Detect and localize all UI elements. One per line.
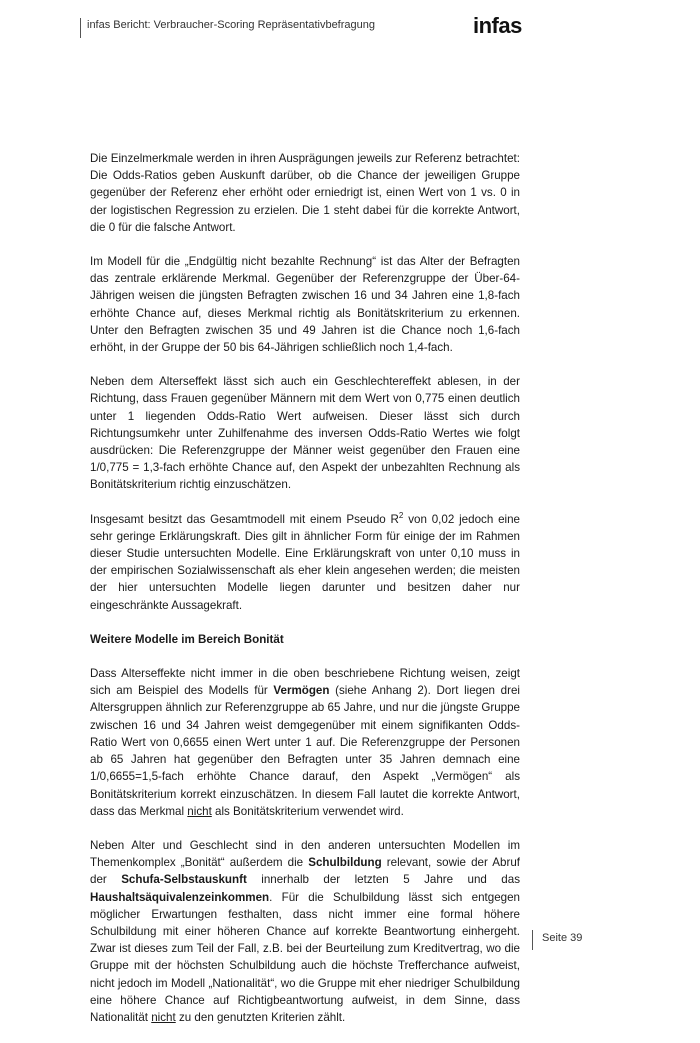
paragraph-6-part-g: . Für die Schulbildung lässt sich entgegen möglicher Erwartungen festhalten, dass nicht immer eine formal höhere Schulbildung mit einer höheren Chance auf korrekte Beantwortung einhergeht. Zwar ist dieses zum Teil der Fall, z.B. bei der Beurteilung zum Kreditvertrag, wo die Gruppe mit der höchsten Schulbildung auch die höchste Trefferchance aufweist, nicht jedoch im Modell „Nationalität“, wo die Gruppe mit eher niedriger Schulbildung eine höhere Chance auf Richtigbeantwortung aufweist, in dem Sinne, dass Nationalität — [90, 890, 520, 1024]
paragraph-5 — [90, 665, 520, 820]
paragraph-4 — [90, 511, 520, 614]
paragraph-4-part-b: von 0,02 jedoch eine sehr geringe Erklärungskraft. Dies gilt in ähnlicher Form für einige der im Rahmen dieser Studie untersuchten Modelle. Eine Erklärungskraft von unter 0,10 muss in der empirischen Sozialwissenschaft als eher klein angesehen werden; die meisten der hier untersuchten Modelle liegen darunter und besitzen daher nur eingeschränkte Aussagekraft. — [90, 512, 521, 612]
paragraph-6-part-c: relevant, sowie der Abruf der — [90, 856, 520, 887]
section-heading: Weitere Modelle im Bereich Bonität — [90, 632, 284, 646]
infas-logo: infas — [473, 13, 522, 38]
paragraph-5-part-a: Dass Alterseffekte nicht immer in die oben beschriebene Richtung weisen, zeigt sich am Beispiel des Modells für — [90, 667, 520, 698]
paragraph-6-part-i: zu den genutzten Kriterien zählt. — [175, 1010, 346, 1024]
paragraph-4-part-a: Insgesamt besitzt das Gesamtmodell mit einem Pseudo R — [90, 512, 399, 526]
paragraph-6-part-e: innerhalb der letzten 5 Jahre und das — [246, 873, 520, 887]
superscript-2: 2 — [398, 510, 404, 520]
paragraph-6-part-a: Neben Alter und Geschlecht sind in den anderen untersuchten Modellen im Themenkomplex „Bonität“ außerdem die — [90, 838, 520, 870]
paragraph-6 — [90, 837, 520, 1026]
paragraph-5-part-e: als Bonitätskriterium verwendet wird. — [211, 804, 404, 818]
body-text — [90, 150, 520, 1043]
report-title: infas Bericht: Verbraucher-Scoring Repräsentativbefragung — [87, 19, 375, 31]
term-vermoegen: Vermögen — [273, 684, 330, 698]
paragraph-5-part-c: (siehe Anhang 2). Dort liegen drei Altersgruppen ähnlich zur Referenzgruppe ab 65 Jahre, und nur die jüngste Gruppe zwischen 16 und 34 Jahren weist demgegenüber mit einem signifikanten Odds-Ratio Wert von 0,6655 einen Wert unter 1 auf. Die Referenzgruppe der Personen ab 65 Jahren hat gegenüber den Befragten unter 35 Jahren demnach eine 1/0,6655=1,5-fach erhöhte Chance darauf, den Aspekt „Vermögen“ als Bonitätskriterium korrekt einzuschätzen. In diesem Fall lautet die korrekte Antwort, dass das Merkmal — [90, 684, 520, 818]
footer-divider — [532, 930, 533, 950]
header-divider — [80, 18, 81, 38]
paragraph-2: Im Modell für die „Endgültig nicht bezahlte Rechnung“ ist das Alter der Befragten das zentrale erklärende Merkmal. Gegenüber der Referenzgruppe der Über-64-Jährigen weisen die jüngsten Befragten zwischen 16 und 34 Jahren eine 1,8-fach erhöhte Chance auf, dieses Merkmal richtig als Bonitätskriterium zu erkennen. Unter den Befragten zwischen 35 und 49 Jahren ist die Chance noch 1,6-fach erhöht, in der Gruppe der 50 bis 64-Jährigen schließlich noch 1,4-fach. — [90, 255, 520, 355]
underlined-nicht-2: nicht — [151, 1010, 176, 1024]
term-schulbildung: Schulbildung — [308, 856, 382, 870]
term-schufa: Schufa-Selbstauskunft — [121, 873, 247, 887]
term-einkommen: Haushaltsäquivalenzeinkommen — [90, 890, 270, 904]
underlined-nicht: nicht — [187, 804, 212, 818]
page-number: Seite 39 — [542, 932, 583, 944]
paragraph-3: Neben dem Alterseffekt lässt sich auch ein Geschlechtereffekt ablesen, in der Richtung, dass Frauen gegenüber Männern mit dem Wert von 0,775 einen deutlich unter 1 liegenden Odds-Ratio Wert aufweisen. Dieser lässt sich durch Richtungsumkehr unter Zuhilfenahme des inversen Odds-Ratio Wertes wie folgt ausdrücken: Die Referenzgruppe der Männer weist gegenüber den Frauen eine 1/0,775 = 1,3-fach erhöhte Chance auf, den Aspekt der unbezahlten Rechnung als Bonitätskriterium richtig einzuschätzen. — [90, 375, 520, 492]
paragraph-1: Die Einzelmerkmale werden in ihren Ausprägungen jeweils zur Referenz betrachtet: Die Odds-Ratios geben Auskunft darüber, ob die Chance der jeweiligen Gruppe gegenüber der Referenz eher erhöht oder erniedrigt ist, einen Wert von 1 vs. 0 in der logistischen Regression zu erzielen. Die 1 steht dabei für die korrekte Antwort, die 0 für die falsche Antwort. — [90, 152, 520, 234]
